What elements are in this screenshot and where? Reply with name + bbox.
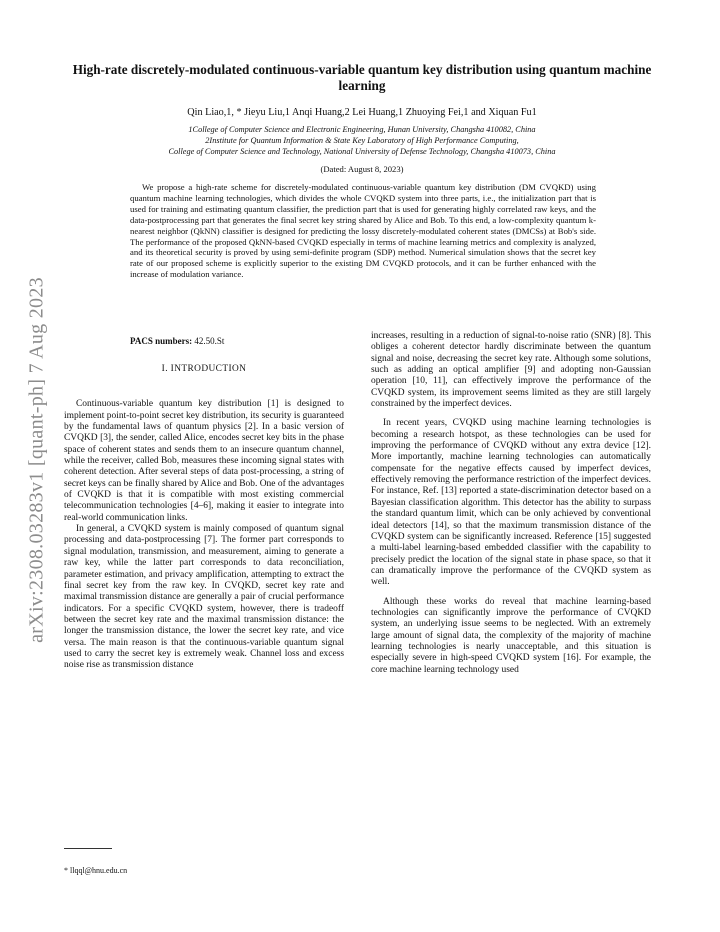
footnote-divider (64, 848, 112, 849)
paragraph: Continuous-variable quantum key distribution [1] is designed to implement point-to-point secret key distribution, its security is guaranteed by the fundamental laws of quantum physics [2]. In a basic version of CVQKD [3], the sender, called Alice, encodes secret key bits in the phase space of coherent states and sends them to an insecure quantum channel, while the receiver, called Bob, measures these incoming signal states with coherent detection. After several steps of data post-processing, a string of secret keys can be finally shared by Alice and Bob. One of the advantages of CVQKD is that it is compatible with most existing commercial telecommunication technologies [4–6], making it easier to integrate into real-world communication links. (64, 399, 344, 523)
affiliation-2-cont: College of Computer Science and Technology, National University of Defense Technology, Changsha 410073, China (168, 147, 556, 157)
paragraph: Although these works do reveal that machine learning-based technologies can significantly improve the performance of CVQKD system, an underlying issue seems to be neglected. With an extremely large amount of signal data, the complexity of the majority of machine learning technologies is nearly unacceptable, and this situation is especially severe in high-speed CVQKD system [16]. For example, the core machine learning technology used (371, 596, 651, 675)
author-list: Qin Liao,1, * Jieyu Liu,1 Anqi Huang,2 Lei Huang,1 Zhuoying Fei,1 and Xiquan Fu1 (187, 107, 537, 118)
paragraph: In recent years, CVQKD using machine learning technologies is becoming a research hotspot, as these technologies can be used for improving the performance of CVQKD without any extra device [12]. More importantly, machine learning technologies can automatically compensate for the negative effects caused by imperfect devices, effectively removing the performance restriction of the imperfect devices. For instance, Ref. [13] reported a state-discrimination detector based on a Bayesian classification algorithm. This detector has the ability to surpass the standard quantum limit, which can be only achieved by conventional ideal detectors [14], so that the maximum transmission distance of the CVQKD system can be significantly increased. Reference [15] suggested a multi-label learning-based embedded classifier with the capability to precisely predict the location of the signal state in phase space, so that it can dramatically improve the performance of the CVQKD system as well. (371, 418, 651, 588)
arxiv-stamp-text: arXiv:2308.03283v1 [quant-ph] 7 Aug 2023 (25, 277, 48, 643)
paragraph: In general, a CVQKD system is mainly composed of quantum signal processing and data-postprocessing [7]. The former part corresponds to signal modulation, transmission, and measurement, aiming to generate a raw key, while the latter part corresponds to data reconciliation, parameter estimation, and privacy amplification, attempting to extract the final secret key from the raw key. In CVQKD, secret key rate and maximal transmission distance are generally a pair of crucial performance indicators. For a specific CVQKD system, however, there is tradeoff between the secret key rate and the maximal transmission distance: the longer the transmission distance, the lower the secret key rate, and vice versa. The main reason is that the continuous-variable quantum signal used to carry the secret key is extremely weak. Channel loss and excess noise rise as transmission distance (64, 524, 344, 671)
paper-title: High-rate discretely-modulated continuous-variable quantum key distribution using quantum machine learning (72, 62, 652, 93)
paragraph: increases, resulting in a reduction of signal-to-noise ratio (SNR) [8]. This obliges a coherent detector hardly discriminate between the quantum signal and noise, decreasing the secret key rate. Although some solutions, such as adding an optical amplifier [9] and adopting non-Gaussian operation [10, 11], can effectively improve the performance of the CVQKD system, its improvement seems limited as they are still largely constrained by the imperfect devices. (371, 331, 651, 410)
affiliation-2: 2Institute for Quantum Information & State Key Laboratory of High Performance Computing, (205, 136, 519, 146)
affiliations (70, 124, 654, 158)
right-column (371, 331, 651, 676)
pacs-value: 42.50.St (194, 336, 225, 346)
section-heading: I. INTRODUCTION (161, 364, 247, 374)
left-column (64, 364, 344, 672)
pacs-label: PACS numbers: (130, 336, 193, 346)
pacs-line (130, 336, 224, 346)
affiliation-1: 1College of Computer Science and Electronic Engineering, Hunan University, Changsha 410082, China (188, 125, 536, 134)
footnote-email: * llqql@hnu.edu.cn (64, 866, 128, 875)
abstract: We propose a high-rate scheme for discretely-modulated continuous-variable quantum key distribution (DM CVQKD) using quantum machine learning technologies, which divides the whole CVQKD system into three parts, i.e., the initialization part that is used for training and estimating quantum classifier, the prediction part that is used for generating highly correlated raw keys, and the data-postprocessing part that generates the final secret key string shared by Alice and Bob. To this end, a low-complexity quantum k-nearest neighbor (QkNN) classifier is designed for predicting the lossy discretely-modulated coherent states (DMCSs) at Bob's side. The performance of the proposed QkNN-based CVQKD especially in terms of machine learning metrics and complexity is analyzed, and its theoretical security is proved by using semi-definite program (SDP) method. Numerical simulation shows that the secret key rate of our proposed scheme is explicitly superior to the existing DM CVQKD protocols, and it can be further enhanced with the increase of modulation variance. (130, 182, 596, 280)
arxiv-identifier-stamp (22, 245, 52, 675)
date-line: (Dated: August 8, 2023) (320, 164, 404, 174)
